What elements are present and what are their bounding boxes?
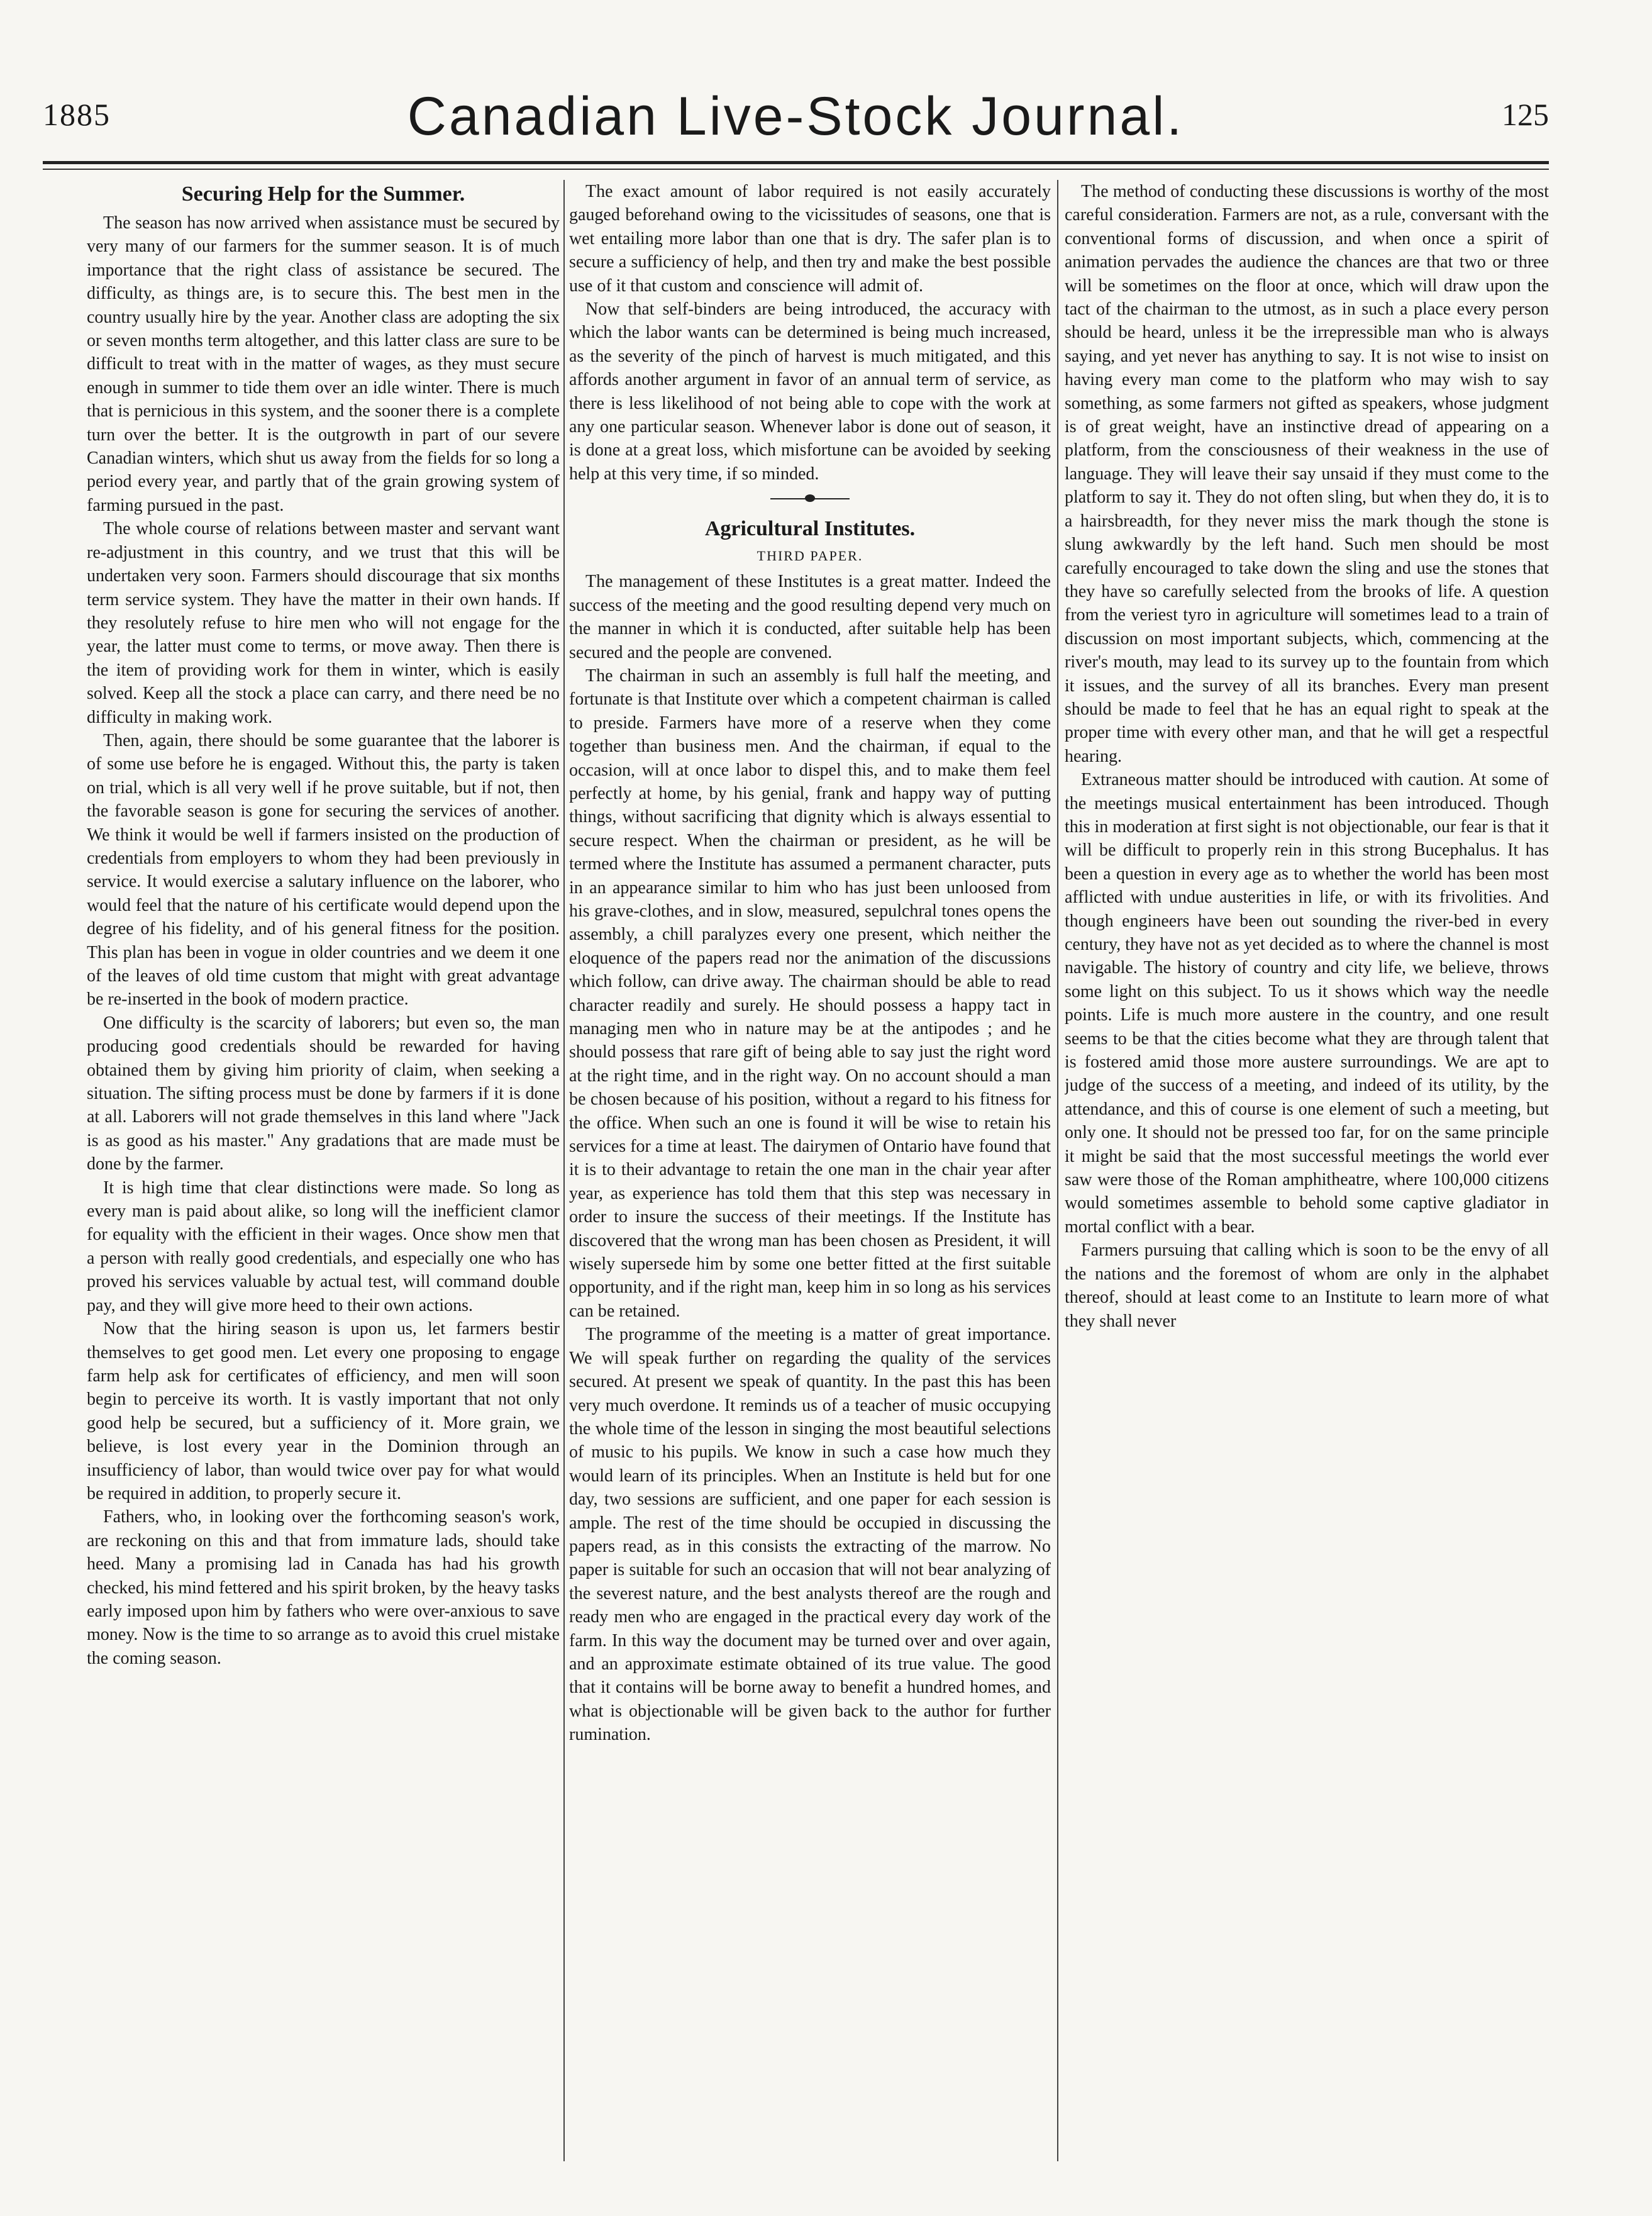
- column-divider-1: [563, 180, 565, 2161]
- issue-year: 1885: [43, 97, 111, 132]
- column-3: [1065, 180, 1549, 2161]
- page-number: 125: [1502, 97, 1549, 132]
- article1-paragraph: The whole course of relations between master and servant want re-adjustment in this country, and we trust that this will be undertaken very soon. Farmers should discourage that six months term service system. They have the matter in their own hands. If they resolutely refuse to hire men who will not engage for the year, the latter must come to terms, or move away. Then there is the item of providing work for them in winter, which is easily solved. Keep all the stock a place can carry, and there need be no difficulty in making work.: [87, 519, 560, 727]
- article1-paragraph: One difficulty is the scarcity of laborers; but even so, the man producing good credentials should be rewarded for having obtained them by giving him priority of claim, when seeking a situation. The sifting process must be done by farmers if it is done at all. Laborers will not grade themselves in this land where "Jack is as good as his master." Any gradations that are made must be done by the farmer.: [87, 1013, 560, 1174]
- article1-paragraph: The season has now arrived when assistance must be secured by very many of our farmers for the summer season. It is of much importance that the right class of assistance be secured. The difficulty, as things are, is to secure this. The best men in the country usually hire by the year. Another class are adopting the six or seven months term altogether, and this latter class are sure to be difficult to treat with in the matter of wages, as they must secure enough in summer to tide them over an idle winter. There is much that is pernicious in this system, and the sooner there is a complete turn over the better. It is the outgrowth in part of our severe Canadian winters, which shut us away from the fields for so long a period every year, and partly that of the grain growing system of farming pursued in the past.: [87, 213, 560, 515]
- article2-paragraph: The management of these Institutes is a great matter. Indeed the success of the meeting and the good resulting depend very much on the manner in which it is conducted, after suitable help has been secured and the people are convened.: [569, 572, 1051, 662]
- header-rule: [43, 161, 1549, 164]
- journal-title: Canadian Live-Stock Journal.: [407, 86, 1185, 147]
- article2-paragraph: Farmers pursuing that calling which is soon to be the envy of all the nations and the foremost of whom are only in the alphabet thereof, should at least come to an Institute to learn more of what they shall never: [1065, 1240, 1549, 1331]
- column-2: [569, 180, 1051, 2161]
- column-1: [87, 180, 560, 2161]
- page-edge-marks: [60, 899, 79, 2195]
- article1-paragraph: The exact amount of labor required is not easily accurately gauged beforehand owing to the vicissitudes of seasons, one that is wet entailing more labor than one that is dry. The safer plan is to secure a sufficiency of help, and then try and make the best possible use of it that custom and conscience will admit of.: [569, 182, 1051, 296]
- column-divider-2: [1057, 180, 1058, 2161]
- article1-paragraph: Now that the hiring season is upon us, let farmers bestir themselves to get good men. Let every one proposing to engage farm help ask for certificates of efficiency, and men will soon begin to perceive its worth. It is vastly important that not only good help be secured, but a sufficiency of it. More grain, we believe, is lost every year in the Dominion through an insufficiency of labor, than would twice over pay for what would be required in addition, to properly secure it.: [87, 1319, 560, 1503]
- article2-paragraph: Extraneous matter should be introduced with caution. At some of the meetings musical entertainment has been introduced. Though this in moderation at first sight is not objectionable, our fear is that it will be difficult to properly rein in this strong Bucephalus. It has been a question in every age as to whether the world has been most afflicted with undue austerities in life, or with its frivolities. And though engineers have been out sounding the river-bed in every century, they have not as yet decided as to where the channel is most navigable. The history of country and city life, we believe, throws some light on this subject. To us it shows which way the needle points. Life is much more austere in the country, and one result seems to be that the cities become what they are through talent that is fostered amid those more austere surroundings. We are apt to judge of the success of a meeting, and indeed of its utility, by the attendance, and this of course is one element of such a meeting, but only one. It should not be pressed too far, for on the same principle it might be said that the most successful meetings the world ever saw were those of the Roman amphitheatre, where 100,000 citizens would sometimes assemble to behold some captive gladiator in mortal conflict with a bear.: [1065, 770, 1549, 1237]
- article2-paragraph: The method of conducting these discussions is worthy of the most careful consideration. Farmers are not, as a rule, conversant with the conventional forms of discussion, and when once a spirit of animation pervades the audience the chances are that two or three will be sometimes on the floor at once, which will draw upon the tact of the chairman to the utmost, as in such a place every person should be heard, unless it be the irrepressible man who is always saying, and yet never has anything to say. It is not wise to insist on having every man come to the platform who may wish to say something, as some farmers not gifted as speakers, whose judgment is of great weight, have an instinctive dread of appearing on a platform, from the consciousness of their weakness in the use of language. They will leave their say unsaid if they must come to the platform to say it. They do not often sling, but when they do, it is to a hairsbreadth, for they never miss the mark though the stone is slung awkwardly by the left hand. Such men should be most carefully encouraged to take down the sling and use the stones that they have so carefully selected from the brooks of life. A question from the veriest tyro in agriculture will sometimes lead to a train of discussion on most important subjects, which, commencing at the river's mouth, may lead to its survey up to the fountain from which it issues, and the survey of all its branches. Every man present should be made to feel that he has an equal right to speak at the proper time with every other man, and that he will get a respectful hearing.: [1065, 182, 1549, 766]
- article1-paragraph: Then, again, there should be some guarantee that the laborer is of some use before he is engaged. Without this, the party is taken on trial, which is all very well if he prove suitable, but if not, then the favorable season is gone for securing the services of another. We think it would be well if farmers insisted on the production of credentials from employers to whom they had been previously in service. It would exercise a salutary influence on the laborer, who would feel that the nature of his certificate would depend upon the degree of his fidelity, and of his general fitness for the position. This plan has been in vogue in older countries and we deem it one of the leaves of old time custom that might with great advantage be re-inserted in the book of modern practice.: [87, 730, 560, 1010]
- article1-paragraph: Fathers, who, in looking over the forthcoming season's work, are reckoning on this and that from immature lads, should take heed. Many a promising lad in Canada has had his growth checked, his mind fettered and his spirit broken, by the heavy tasks early imposed upon him by fathers who were over-anxious to save money. Now is the time to so arrange as to avoid this cruel mistake the coming season.: [87, 1507, 560, 1668]
- divider-ornament: [805, 494, 815, 502]
- page-header: [43, 85, 1549, 154]
- header-rule-thin: [43, 169, 1549, 170]
- article2-paragraph: The programme of the meeting is a matter of great importance. We will speak further on regarding the quality of the services secured. At present we speak of quantity. In the past this has been very much overdone. It reminds us of a teacher of music occupying the whole time of the lesson in singing the most beautiful selections of music to his pupils. We know in such a case how much they would learn of its principles. When an Institute is held but for one day, two sessions are sufficient, and one paper for each session is ample. The rest of the time should be occupied in discussing the papers read, as in this consists the extracting of the marrow. No paper is suitable for such an occasion that will not bear analyzing of the severest nature, and the best analysts thereof are the rough and ready men who are engaged in the practical every day work of the farm. In this way the document may be turned over and over again, and an approximate estimate obtained of its true value. The good that it contains will be borne away to benefit a hundred homes, and what is objectionable will be given back to the author for further rumination.: [569, 1325, 1051, 1745]
- article-divider: [569, 494, 1051, 503]
- article-subtitle: THIRD PAPER.: [757, 548, 863, 564]
- article1-paragraph: Now that self-binders are being introduced, the accuracy with which the labor wants can be determined is being much increased, as the severity of the pinch of harvest is much mitigated, and this affords another argument in favor of an annual term of service, as there is less likelihood of not being able to cope with the work at any one particular season. Whenever labor is done out of season, it is done at a great loss, which misfortune can be avoided by seeking help at this very time, if so minded.: [569, 299, 1051, 484]
- article-title-agricultural-institutes: Agricultural Institutes.: [704, 517, 916, 541]
- article1-paragraph: It is high time that clear distinctions were made. So long as every man is paid about alike, so long will the inefficient clamor for equality with the efficient in their wages. Once show men that a person with really good credentials, and especially one who has proved his services valuable by actual test, will command double pay, and they will give more heed to their own actions.: [87, 1178, 560, 1315]
- article-title-securing-help: Securing Help for the Summer.: [181, 182, 465, 206]
- article2-paragraph: The chairman in such an assembly is full half the meeting, and fortunate is that Institute over which a competent chairman is called to preside. Farmers have more of a reserve when they come together than business men. And the chairman, if equal to the occasion, will at once labor to dispel this, and to make them feel perfectly at home, by his genial, frank and happy way of putting things, without sacrificing that dignity which is always essential to secure respect. When the chairman or president, as he will be termed where the Institute has assumed a permanent character, puts in an appearance similar to him who has just been unloosed from his grave-clothes, and in slow, measured, sepulchral tones opens the assembly, a chill paralyzes every one present, which neither the eloquence of the papers read nor the animation of the discussions which follow, can drive away. The chairman should be able to read character readily and surely. He should possess a happy tact in managing men who in nature may be at the antipodes ; and he should possess that rare gift of being able to say just the right word at the right time, and in the right way. On no account should a man be chosen because of his position, without a regard to his fitness for the office. When such an one is found it will be wise to retain his services for a time at least. The dairymen of Ontario have found that it is to their advantage to retain the one man in the chair year after year, as experience has told them that this step was necessary in order to insure the success of their meetings. If the Institute has discovered that the wrong man has been chosen as President, it will wisely supersede him by some one better fitted at the first suitable opportunity, and if the right man, keep him in so long as his services can be retained.: [569, 665, 1051, 1321]
